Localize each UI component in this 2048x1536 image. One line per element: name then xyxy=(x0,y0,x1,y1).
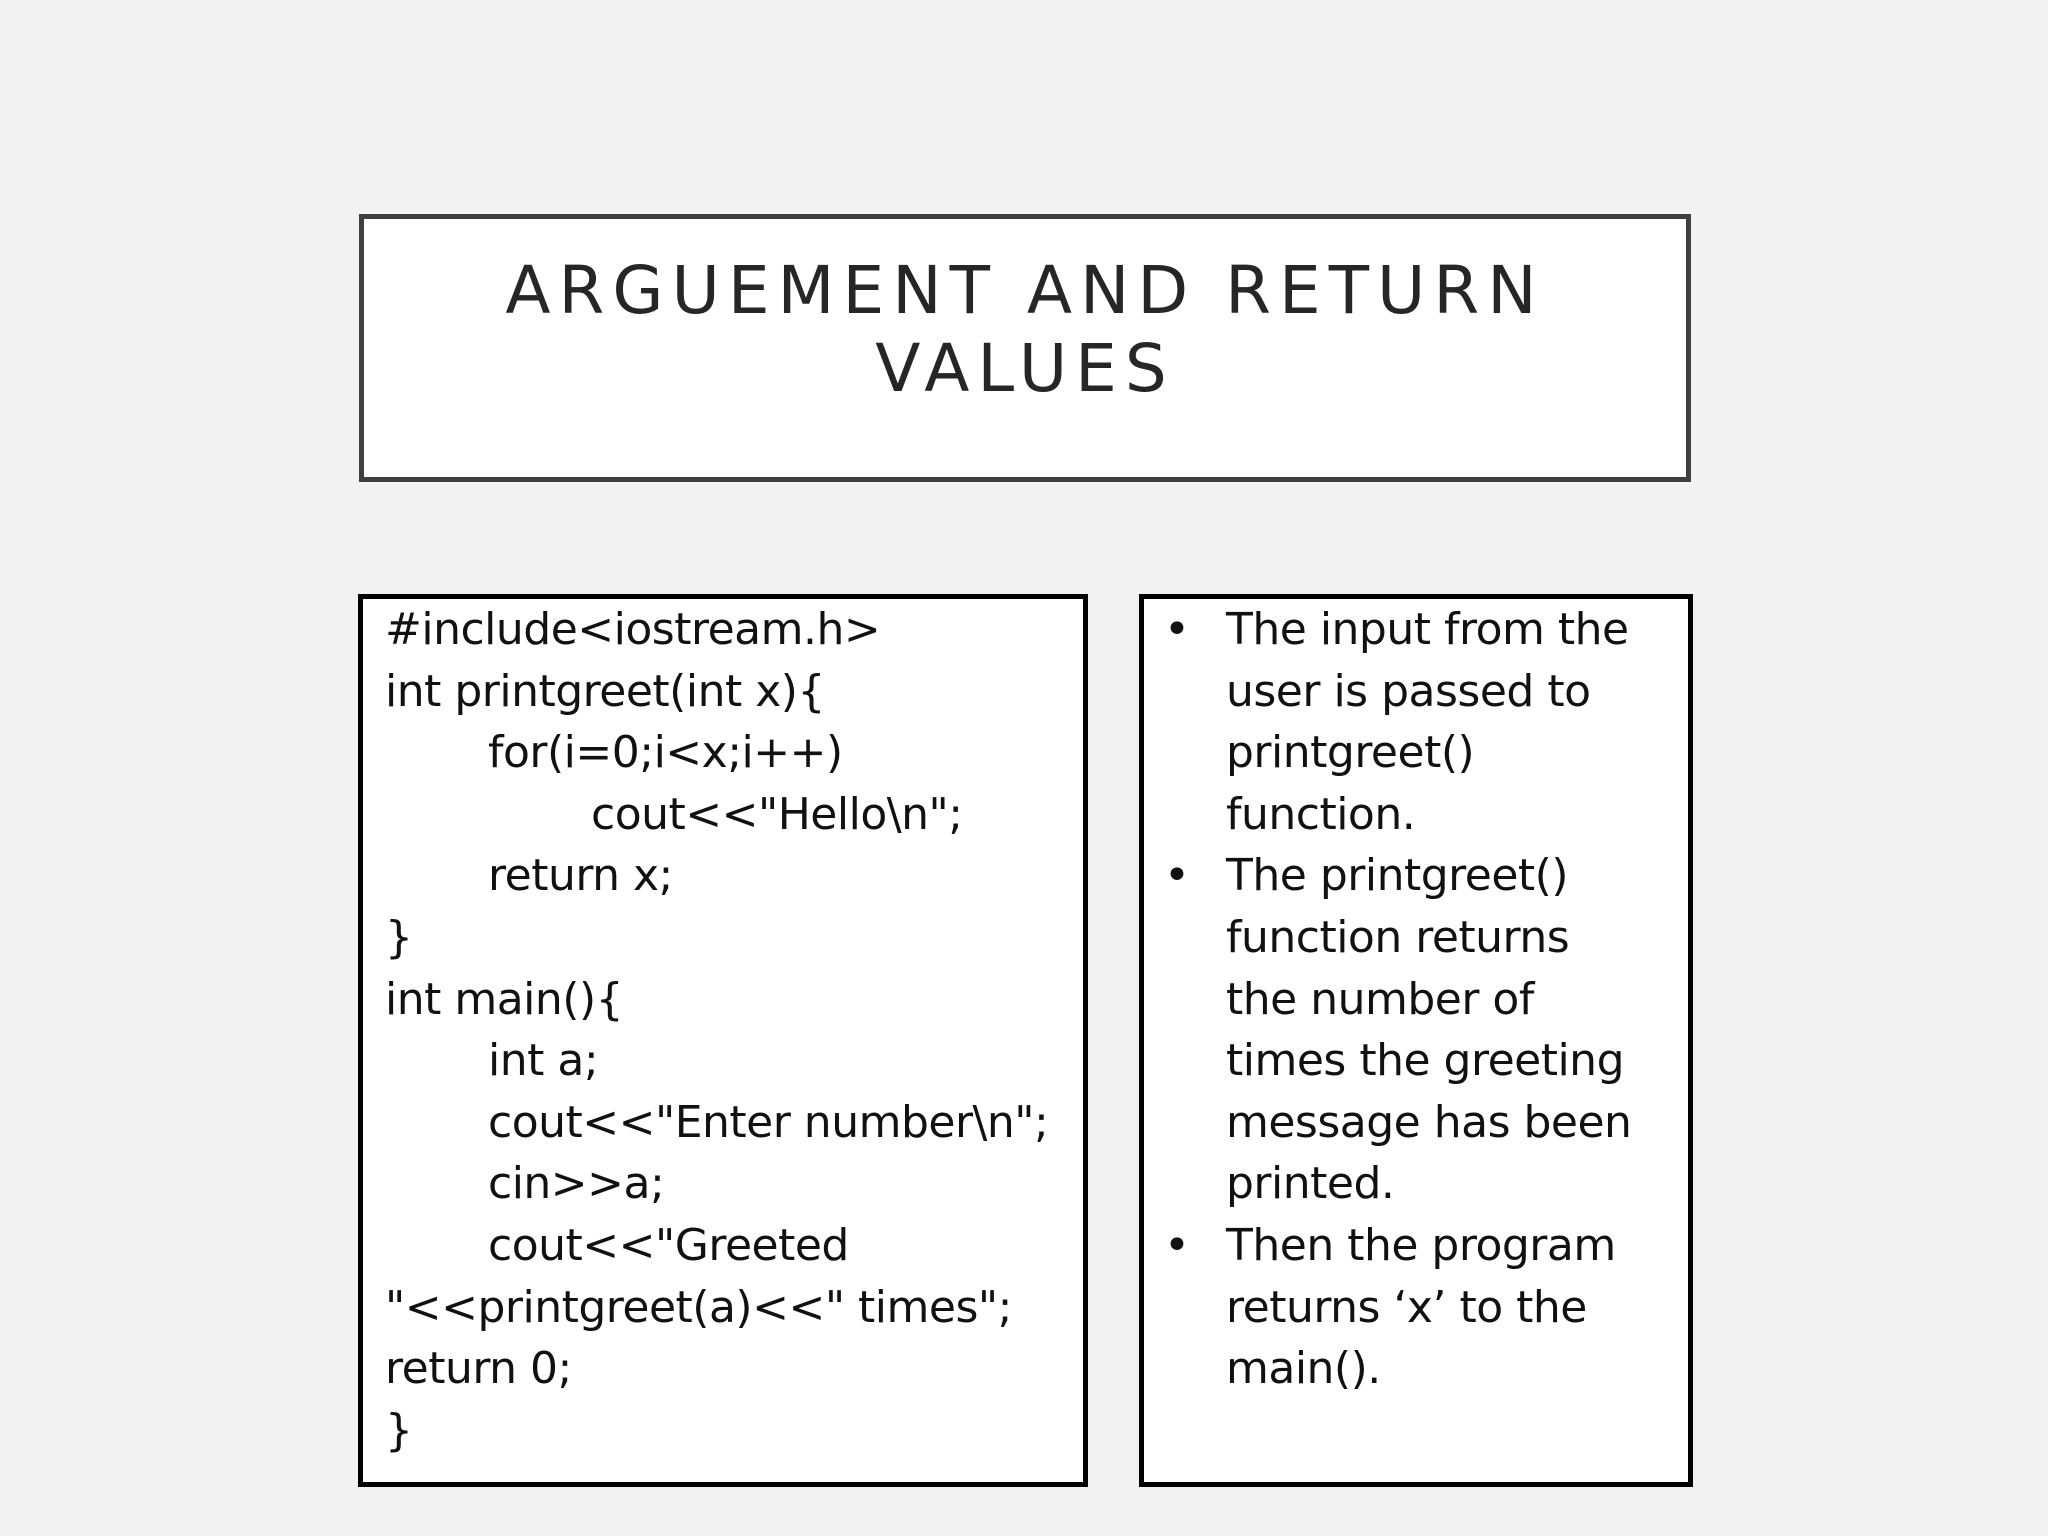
bullet-list xyxy=(1144,599,1646,1400)
bullet-text-line: printgreet() xyxy=(1226,727,1475,779)
bullet-text-line: returns ‘x’ to the xyxy=(1226,1281,1587,1333)
code-line: for(i=0;i<x;i++) xyxy=(488,727,843,779)
bullet-text-line: printed. xyxy=(1226,1158,1395,1210)
code-line: return x; xyxy=(488,850,673,902)
bullet-text-line: times the greeting xyxy=(1226,1035,1624,1087)
code-line: return 0; xyxy=(385,1343,572,1395)
bullet-text-line: main(). xyxy=(1226,1343,1381,1395)
code-panel xyxy=(358,594,1088,1487)
bullet-text-line: user is passed to xyxy=(1226,665,1591,717)
code-line: cin>>a; xyxy=(488,1158,665,1210)
bullet-text-line: The input from the xyxy=(1226,604,1629,655)
bullet-text-line: message has been xyxy=(1226,1096,1632,1148)
bullet-text-line: function. xyxy=(1226,788,1416,840)
notes-panel xyxy=(1139,594,1693,1487)
code-line: cout<<"Enter number\n"; xyxy=(488,1096,1049,1148)
bullet-text-line: Then the program xyxy=(1226,1219,1616,1271)
code-line: cout<<"Greeted xyxy=(488,1219,849,1271)
code-line: "<<printgreet(a)<<" times"; xyxy=(385,1281,1012,1333)
code-line: int printgreet(int x){ xyxy=(385,665,825,717)
bullet-dot-icon: • xyxy=(1164,1219,1190,1271)
slide-title xyxy=(505,219,1544,477)
code-line: } xyxy=(385,911,413,963)
code-line: } xyxy=(385,1404,413,1456)
title-box xyxy=(359,214,1691,482)
bullet-item xyxy=(1144,1215,1646,1400)
bullet-dot-icon: • xyxy=(1164,604,1190,655)
code-line: #include<iostream.h> xyxy=(385,604,881,655)
code-line: int a; xyxy=(488,1035,599,1087)
code-line: int main(){ xyxy=(385,973,624,1025)
code-line: cout<<"Hello\n"; xyxy=(591,788,963,840)
bullet-item xyxy=(1144,599,1646,845)
slide-title-line-1: ARGUEMENT AND RETURN xyxy=(505,252,1545,329)
code-listing xyxy=(385,599,1048,1461)
bullet-dot-icon: • xyxy=(1164,850,1190,902)
bullet-item xyxy=(1144,845,1646,1215)
bullet-text-line: function returns xyxy=(1226,911,1570,963)
bullet-text-line: The printgreet() xyxy=(1226,850,1568,902)
bullet-text-line: the number of xyxy=(1226,973,1534,1025)
slide-title-line-2: VALUES xyxy=(875,330,1175,407)
